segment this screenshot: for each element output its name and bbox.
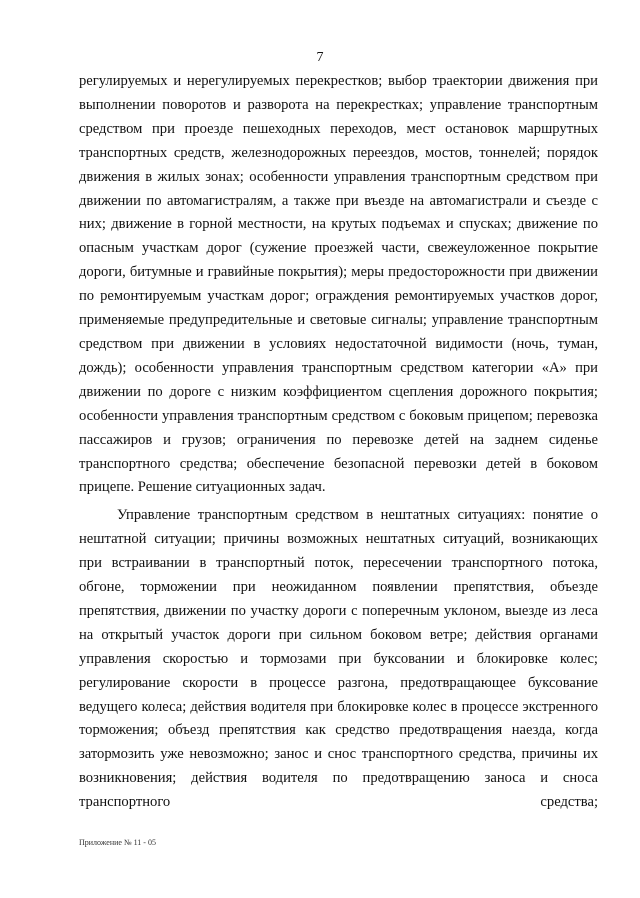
footer-note: Приложение № 11 - 05 <box>79 838 156 847</box>
page-number: 7 <box>316 50 324 65</box>
document-body <box>79 70 598 815</box>
paragraph-2: Управление транспортным средством в нештатных ситуациях: понятие о нештатной ситуации; причины возможных нештатных ситуаций, возникающих при встраивании в транспортный поток, пересечении транспортного потока, обгоне, торможении при неожиданном появлении препятствия, объезде препятствия, движении по участку дороги с поперечным уклоном, выезде из леса на открытый участок дороги при сильном боковом ветре; действия органами управления скоростью и тормозами при буксовании и блокировке колес; регулирование скорости в процессе разгона, предотвращающее буксование ведущего колеса; действия водителя при блокировке колес в процессе экстренного торможения; объезд препятствия как средство предотвращения наезда, когда затормозить уже невозможно; занос и снос транспортного средства, причины их возникновения; действия водителя по предотвращению заноса и сноса транспортного средства; <box>79 507 598 811</box>
paragraph-1: регулируемых и нерегулируемых перекрестков; выбор траектории движения при выполнении поворотов и разворота на перекрестках; управление транспортным средством при проезде пешеходных переходов, мест остановок маршрутных транспортных средств, железнодорожных переездов, мостов, тоннелей; порядок движения в жилых зонах; особенности управления транспортным средством при движении по автомагистралям, а также при въезде на автомагистрали и съезде с них; движение в горной местности, на крутых подъемах и спусках; движение по опасным участкам дорог (сужение проезжей части, свежеуложенное покрытие дороги, битумные и гравийные покрытия); меры предосторожности при движении по ремонтируемым участкам дорог; ограждения ремонтируемых участков дорог, применяемые предупредительные и световые сигналы; управление транспортным средством при движении в условиях недостаточной видимости (ночь, туман, дождь); особенности управления транспортным средством категории «А» при движении по дороге с низким коэффициентом сцепления дорожного покрытия; особенности управления транспортным средством с боковым прицепом; перевозка пассажиров и грузов; ограничения по перевозке детей на заднем сиденье транспортного средства; обеспечение безопасной перевозки детей в боковом прицепе. Решение ситуационных задач. <box>79 73 598 496</box>
